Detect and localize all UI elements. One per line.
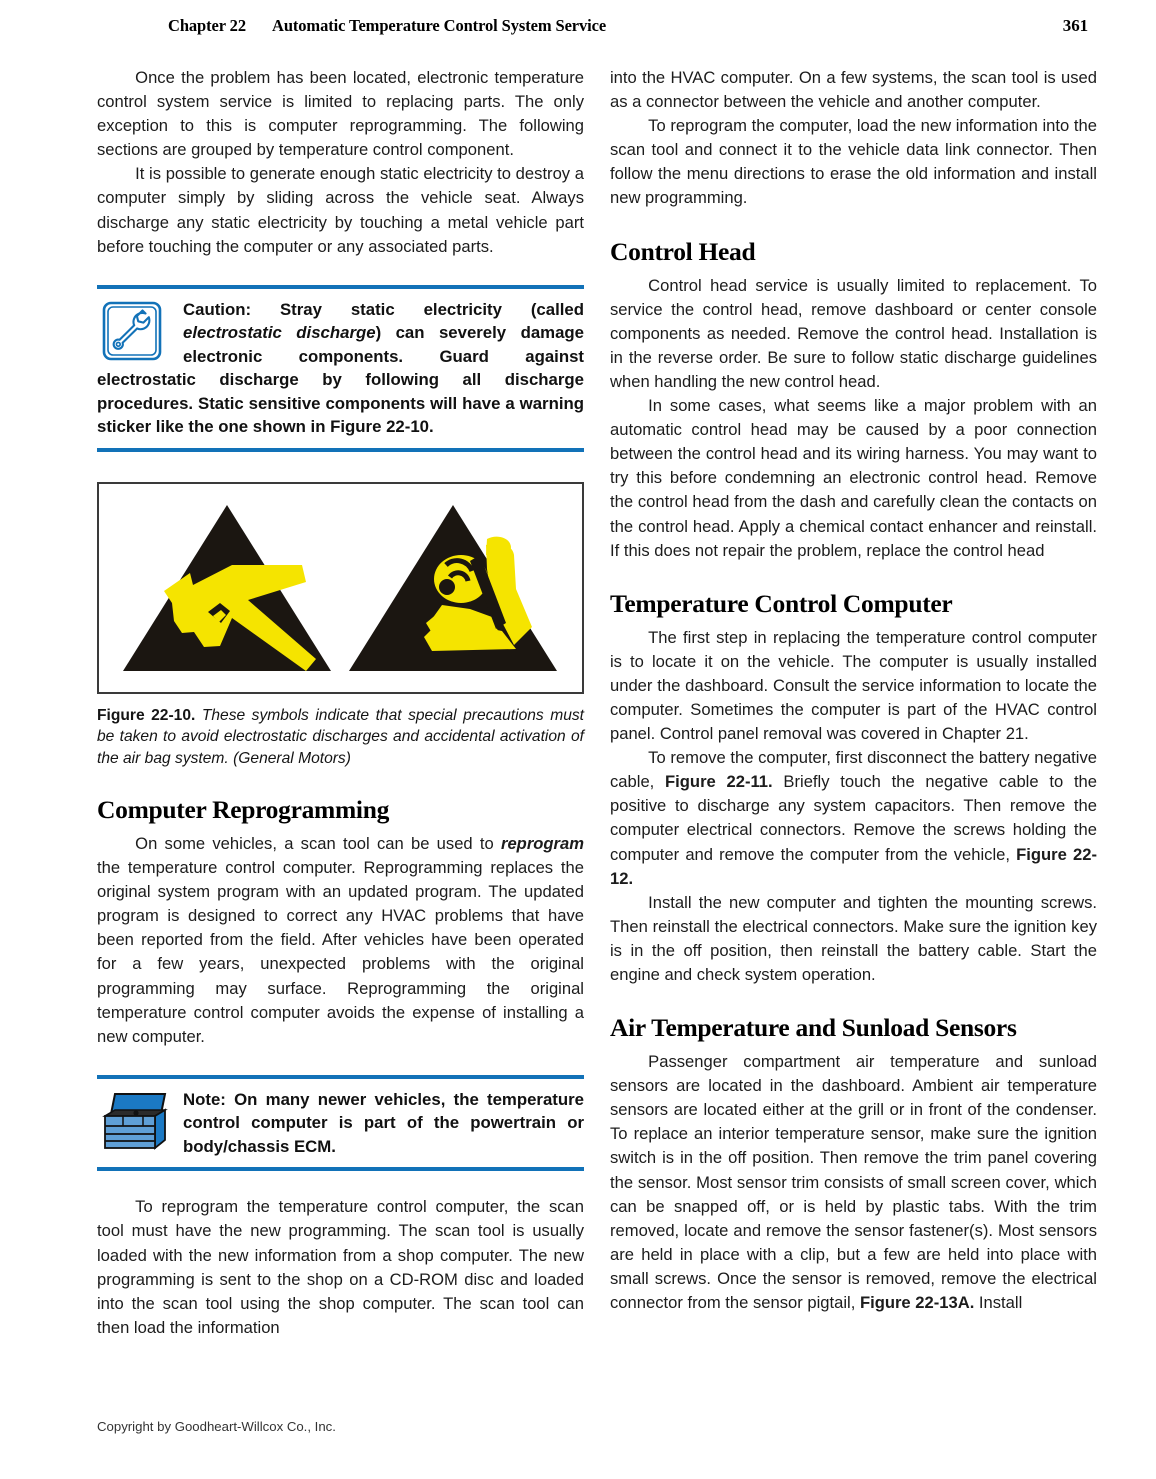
callout-rule-bottom [97,1167,584,1171]
paragraph-part: Install [974,1293,1023,1313]
section-heading-air-temperature-and-sunload-sensors: Air Temperature and Sunload Sensors [610,1013,1017,1043]
paragraph: To reprogram the computer, load the new information into the scan tool and connect it to the vehicle data link connector. Then follow the menu directions to erase the old information and install new programming. [610,116,1097,208]
airbag-warning-symbol [346,499,561,677]
caution-text-part-1: Caution: Stray static electricity (called [183,299,584,319]
caution-callout [97,285,584,452]
section-heading-temperature-control-computer: Temperature Control Computer [610,588,953,618]
paragraph-part: Passenger compartment air temperature and sunload sensors are located in the dashboard. Ambient air temperature sensors are located either at the grill or in front of the condenser. To replace an interior temperature sensor, make sure the ignition switch is in the off position. Then remove the trim panel covering the sensor. Most sensor trim consists of small screen cover, which can be snapped off, or is held by plastic tabs. With the trim removed, locate and remove the sensor fastener(s). Most sensors are held in place with a clip, but a few are held into place with small screws. Once the sensor is removed, remove the electrical connector from the sensor pigtail, [610,1052,1097,1313]
paragraph: into the HVAC computer. On a few systems, the scan tool is used as a connector between the vehicle and another computer. [610,68,1097,112]
figure-image-frame [97,482,584,694]
section-heading-control-head: Control Head [610,236,756,266]
running-head [168,16,1088,36]
section-heading-computer-reprogramming: Computer Reprogramming [97,794,390,824]
paragraph: Control head service is usually limited to replacement. To service the control head, remove dashboard or center console components as needed. Remove the control head. Installation is in the reverse order. Be sure to follow static discharge guidelines when handling the new control head. [610,275,1097,391]
paragraph: The first step in replacing the temperature control computer is to locate it on the vehicle. The computer is usually installed under the dashboard. Consult the service information to locate the computer. Sometimes the computer is part of the HVAC control panel. Control panel removal was covered in Chapter 21. [610,627,1097,744]
figure-reference: Figure 22-12. [610,844,1097,888]
figure-reference: Figure 22-13A. [859,1293,975,1313]
paragraph-part: On some vehicles, a scan tool can be used to [135,833,501,853]
callout-rule-bottom [97,448,584,452]
note-body-text: Note: On many newer vehicles, the temperature control computer is part of the powertrain or body/chassis ECM. [183,1089,584,1156]
figure-caption-text: These symbols indicate that special precautions must be taken to avoid electrostatic discharges and accidental activation of the air bag system. (General Motors) [97,706,584,767]
chapter-title: Automatic Temperature Control System Service [272,16,607,35]
paragraph: Once the problem has been located, electronic temperature control system service is limited to replacing parts. The only exception to this is computer reprogramming. The following sections are grouped by temperature control component. [97,68,584,160]
figure-caption-label: Figure 22-10. [97,706,196,724]
footer-copyright: Copyright by Goodheart-Willcox Co., Inc. [97,1419,336,1434]
paragraph-part: Briefly touch the negative cable to the positive to discharge any system capacitors. Then remove the computer electrical connectors. Remove the screws holding the computer and remove the computer from the vehicle, [610,772,1098,864]
right-column [610,66,1097,1315]
chapter-number: Chapter 22 [168,16,246,35]
page-number: 361 [1062,16,1088,35]
left-column [97,66,584,1340]
callout-rule-top [97,285,584,289]
caution-term: electrostatic discharge [183,323,376,343]
paragraph [97,832,584,1049]
paragraph-part: To remove the computer, first disconnect the battery negative cable, [610,748,1097,792]
esd-hand-warning-symbol [120,499,335,677]
note-callout [97,1075,584,1172]
note-text [97,1088,584,1159]
callout-rule-top [97,1075,584,1079]
figure-22-10 [97,482,584,769]
paragraph: It is possible to generate enough static electricity to destroy a computer simply by sliding across the vehicle seat. Always discharge any static electricity by touching a metal vehicle part before touching the computer or any associated parts. [97,164,584,256]
caution-text-part-2: ) can severely damage electronic components. Guard against electrostatic discharge by following all discharge procedures. Static sensitive components will have a warning sticker like the one shown in Figure 22-10. [97,323,584,437]
paragraph [610,1050,1097,1315]
wrench-icon [99,300,171,366]
figure-reference: Figure 22-11. [665,772,773,792]
toolbox-icon [99,1090,171,1156]
paragraph: In some cases, what seems like a major problem with an automatic control head may be caused by a poor connection between the control head and its wiring harness. You may want to try this before condemning an electronic control head. Remove the control head from the dash and carefully clean the contacts on the control head. Apply a chemical contact enhancer and reinstall. If this does not repair the problem, replace the control head [610,396,1097,560]
key-term: reprogram [501,833,584,853]
caution-text [97,298,584,439]
figure-caption [97,705,584,769]
paragraph: Install the new computer and tighten the mounting screws. Then reinstall the electrical connectors. Make sure the ignition key is in the off position, then reinstall the battery cable. Start the engine and check system operation. [610,892,1097,984]
paragraph-part: the temperature control computer. Reprogramming replaces the original system program with an updated program. The updated program is designed to correct any HVAC problems that have been reported from the field. After vehicles have been operated for a few years, unexpected problems with the original programming may surface. Reprogramming the original temperature control computer avoids the expense of installing a new computer. [97,858,584,1046]
body-columns [97,66,1097,1386]
paragraph: To reprogram the temperature control computer, the scan tool must have the new programming. The scan tool is usually loaded with the new information from a shop computer. The new programming is sent to the shop on a CD-ROM disc and loaded into the scan tool using the shop computer. The scan tool can then load the information [97,1197,584,1337]
paragraph [610,746,1097,891]
